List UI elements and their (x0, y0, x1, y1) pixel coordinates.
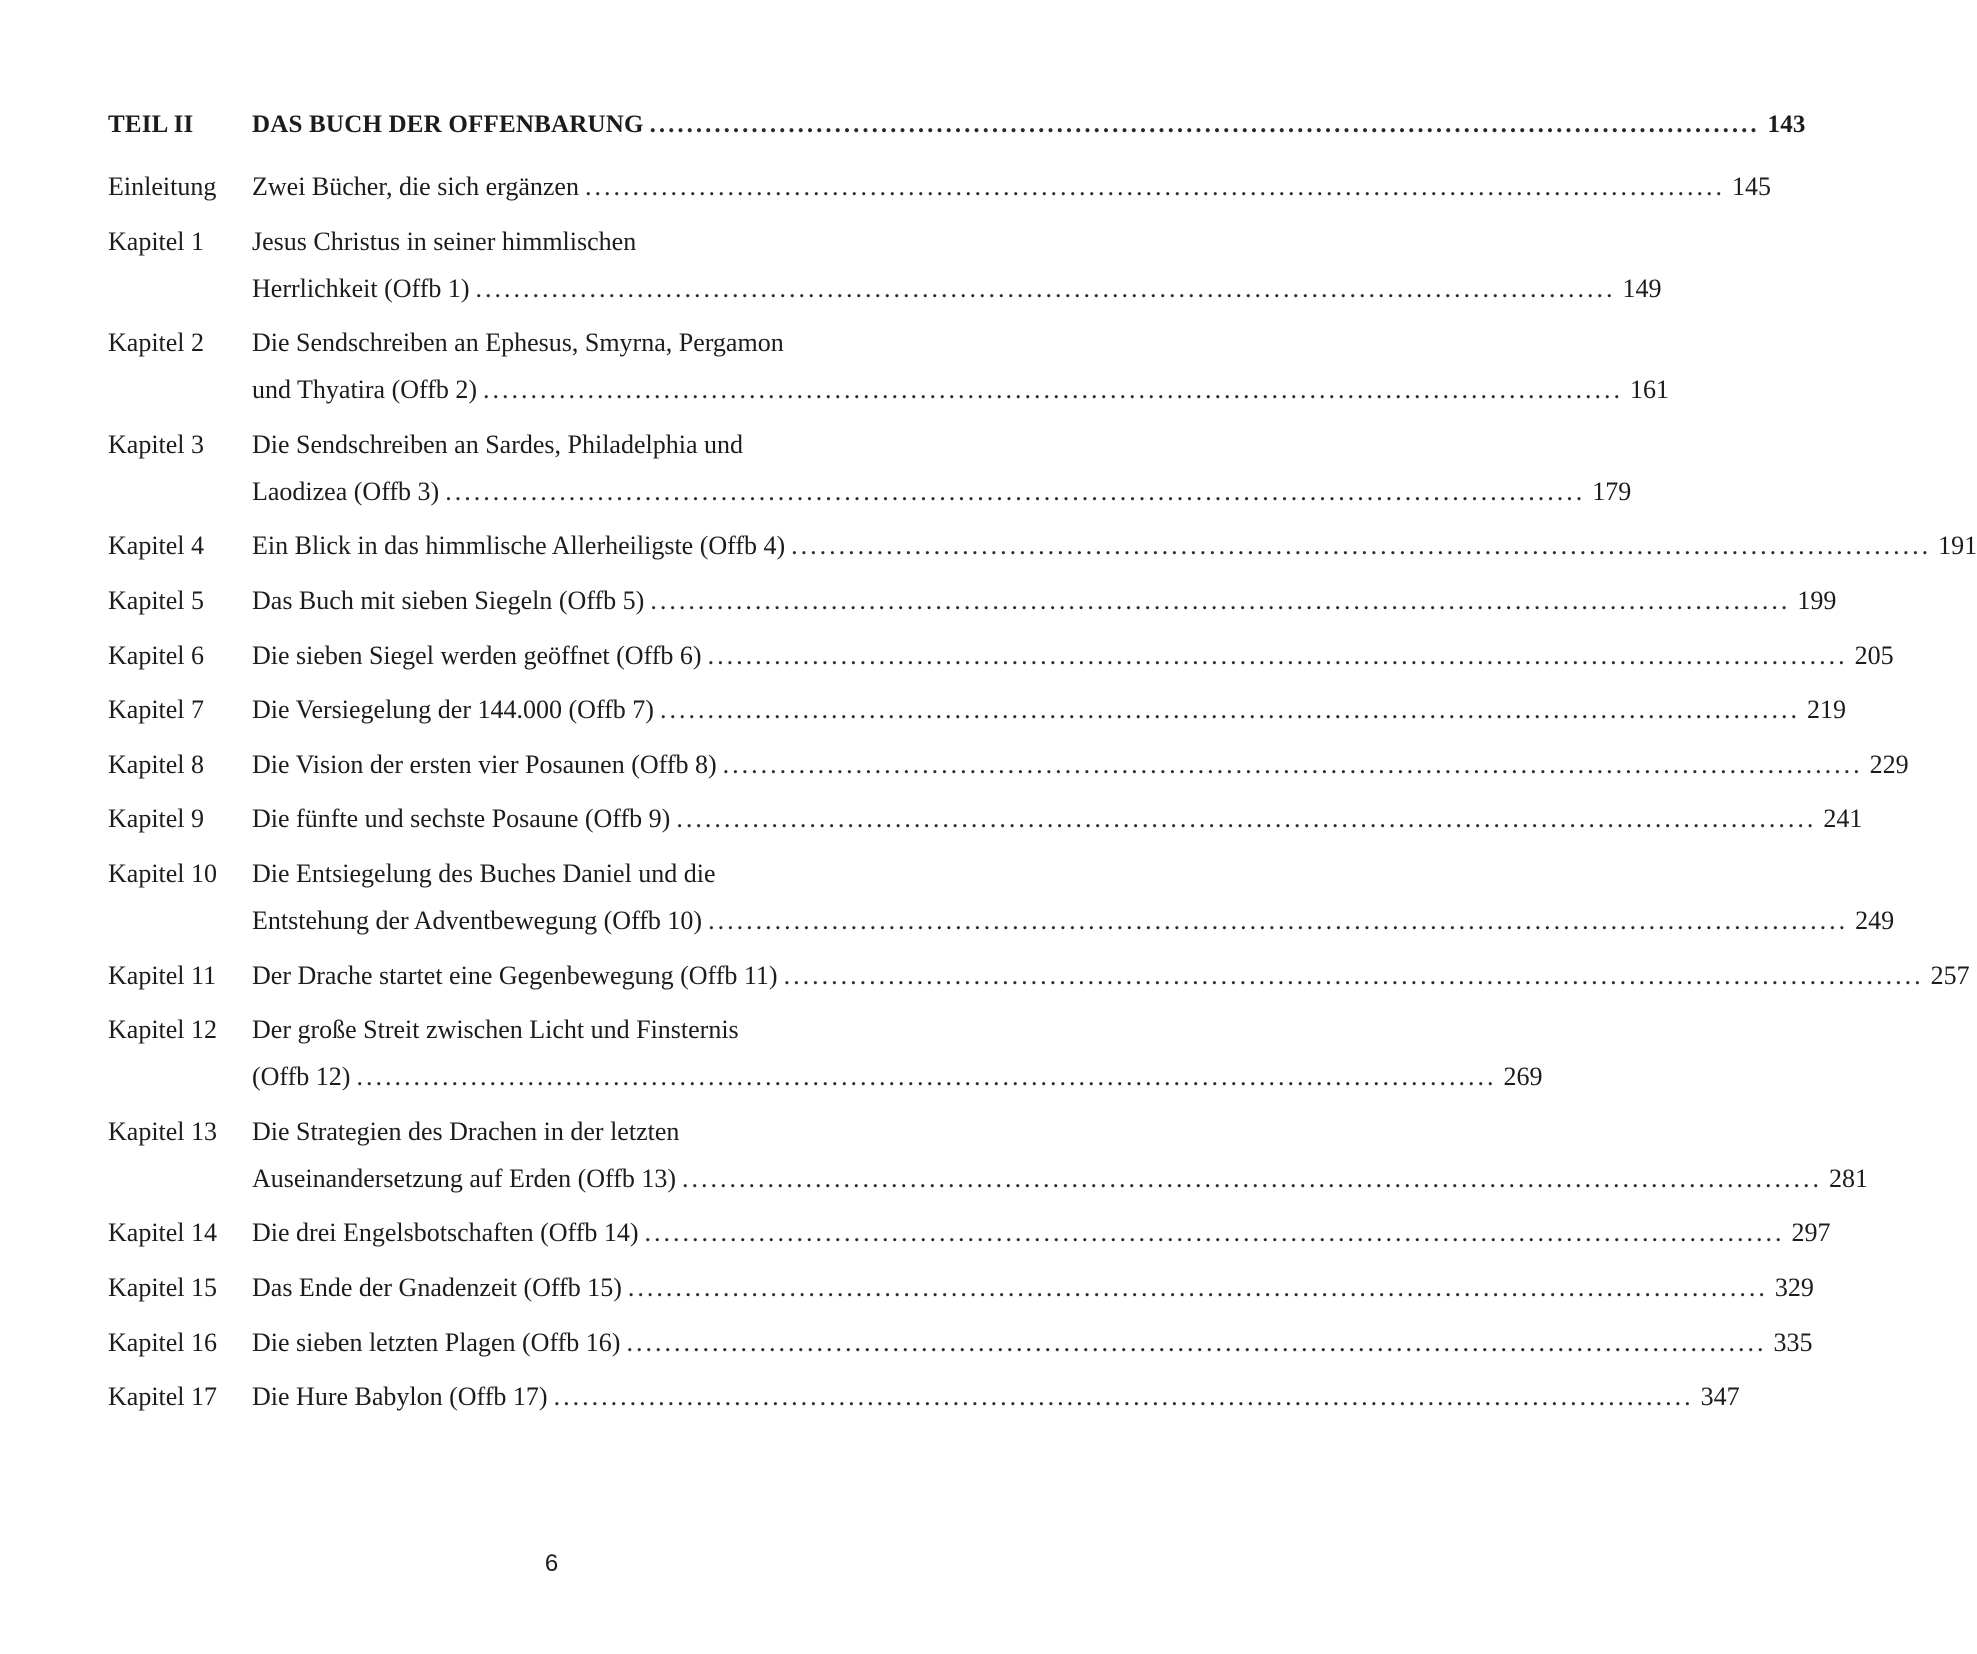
chapter-page-number: 219 (1806, 695, 1846, 725)
dot-leader: ........................................................................................................................ (722, 749, 1863, 779)
chapter-page-number: 199 (1797, 586, 1837, 615)
toc-entry (108, 429, 1632, 506)
chapter-title-line (252, 226, 948, 256)
chapter-title: Die Entsiegelung des Buches Daniel und die (252, 859, 716, 888)
chapter-page-number: 329 (1774, 1273, 1814, 1302)
chapter-label: Kapitel 3 (108, 429, 205, 459)
chapter-title: Das Buch mit sieben Siegeln (Offb 5) (252, 586, 645, 615)
dot-leader: ........................................................................................................................ (791, 531, 1932, 561)
toc-entry (108, 1273, 1814, 1302)
chapter-title-line (252, 330, 948, 356)
chapter-title-line (252, 1273, 1814, 1302)
chapter-title: (Offb 12) (252, 1062, 351, 1092)
dot-leader: ........................................................................................................................ (626, 1327, 1767, 1357)
chapter-title: Die Strategien des Drachen in der letzten (252, 1116, 680, 1146)
toc-entry (108, 695, 1846, 725)
chapter-title-line (252, 861, 948, 887)
part-title: DAS BUCH DER OFFENBARUNG (252, 111, 644, 138)
chapter-title-line (252, 1163, 1869, 1193)
chapter-title-line (252, 273, 1662, 303)
chapter-title-line (252, 749, 1909, 779)
dot-leader: ........................................................................................................................ (707, 640, 1848, 670)
chapter-title-line (252, 1017, 948, 1043)
chapter-title-line (252, 960, 1970, 990)
part-label: TEIL II (108, 111, 194, 138)
toc-entry (108, 1327, 1813, 1357)
chapter-label: Kapitel 7 (108, 695, 205, 725)
chapter-title: Herrlichkeit (Offb 1) (252, 273, 470, 303)
dot-leader: ........................................................................................................................ (682, 1163, 1823, 1193)
dot-leader: ........................................................................................................................ (483, 375, 1624, 405)
part-page-number: 143 (1767, 111, 1806, 138)
chapter-title: und Thyatira (Offb 2) (252, 375, 478, 405)
chapter-page-number: 149 (1622, 273, 1662, 303)
chapter-page-number: 161 (1630, 375, 1670, 405)
chapter-title: Die Vision der ersten vier Posaunen (Offb 8) (252, 749, 717, 779)
toc-entry (108, 226, 1662, 303)
chapter-page-number: 229 (1869, 749, 1909, 779)
dot-leader: ........................................................................................................................ (659, 695, 1800, 725)
chapter-page-number: 179 (1592, 476, 1632, 506)
dot-leader: ........................................................................................................................ (584, 172, 1725, 201)
toc-entry (108, 172, 1771, 201)
dot-leader: ........................................................................................................................ (783, 960, 1924, 990)
chapter-label: Kapitel 2 (108, 328, 205, 358)
chapter-title-line (252, 531, 1977, 561)
chapter-label: Kapitel 1 (108, 226, 205, 256)
chapter-title-line (252, 429, 948, 459)
chapter-title-line (252, 586, 1837, 615)
chapter-label: Kapitel 4 (108, 531, 205, 561)
chapter-title: Das Ende der Gnadenzeit (Offb 15) (252, 1273, 622, 1302)
toc-entry (108, 1382, 1740, 1412)
chapter-label: Einleitung (108, 172, 217, 201)
chapter-label: Kapitel 5 (108, 586, 205, 615)
chapter-title: Die fünfte und sechste Posaune (Offb 9) (252, 804, 671, 834)
part-title-line (252, 111, 1806, 138)
chapter-label: Kapitel 6 (108, 640, 205, 670)
chapter-title: Laodizea (Offb 3) (252, 476, 440, 506)
chapter-title: Die Sendschreiben an Ephesus, Smyrna, Pergamon (252, 328, 784, 358)
toc-entry (108, 859, 1895, 935)
chapter-page-number: 205 (1854, 640, 1894, 670)
dot-leader: ........................................................................................................................ (650, 586, 1791, 615)
page-number: 6 (544, 1550, 559, 1577)
toc-entry (108, 328, 1670, 405)
chapter-title: Der Drache startet eine Gegenbewegung (Offb 11) (252, 960, 778, 990)
chapter-label: Kapitel 9 (108, 804, 205, 834)
dot-leader: ........................................................................................................................ (356, 1062, 1497, 1092)
dot-leader: ........................................................................................................................ (445, 476, 1586, 506)
chapter-title-line (252, 695, 1846, 725)
chapter-title: Die sieben Siegel werden geöffnet (Offb 6) (252, 640, 702, 670)
chapter-page-number: 269 (1503, 1062, 1543, 1092)
chapter-title-line (252, 1116, 948, 1146)
chapter-page-number: 145 (1731, 172, 1771, 201)
chapter-title: Die Hure Babylon (Offb 17) (252, 1382, 548, 1412)
chapter-title: Die Versiegelung der 144.000 (Offb 7) (252, 695, 654, 725)
chapter-page-number: 335 (1773, 1327, 1813, 1357)
chapter-title: Die Sendschreiben an Sardes, Philadelphia und (252, 429, 743, 459)
toc-entry (108, 586, 1837, 615)
chapter-title: Auseinandersetzung auf Erden (Offb 13) (252, 1163, 677, 1193)
toc-entry (108, 640, 1894, 670)
dot-leader: ........................................................................................................................ (649, 111, 1760, 138)
chapter-title-line (252, 1382, 1740, 1412)
dot-leader: ........................................................................................................................ (644, 1218, 1785, 1248)
dot-leader: ........................................................................................................................ (708, 906, 1849, 935)
chapter-page-number: 191 (1938, 531, 1977, 561)
chapter-label: Kapitel 17 (108, 1382, 218, 1412)
chapter-title: Der große Streit zwischen Licht und Finsternis (252, 1015, 739, 1045)
chapter-title-line (252, 1062, 1543, 1092)
toc-entry (108, 1116, 1869, 1193)
chapter-title-line (252, 172, 1771, 201)
chapter-title-line (252, 1327, 1813, 1357)
chapter-label: Kapitel 13 (108, 1116, 218, 1146)
chapter-page-number: 297 (1791, 1218, 1831, 1248)
dot-leader: ........................................................................................................................ (475, 273, 1616, 303)
chapter-title: Ein Blick in das himmlische Allerheiligste (Offb 4) (252, 531, 786, 561)
toc-part-heading (108, 111, 1806, 142)
chapter-title: Die drei Engelsbotschaften (Offb 14) (252, 1218, 639, 1248)
chapter-label: Kapitel 10 (108, 859, 218, 888)
chapter-title-line (252, 906, 1895, 935)
chapter-label: Kapitel 16 (108, 1327, 218, 1357)
toc-entry (108, 531, 1977, 561)
chapter-title-line (252, 640, 1894, 670)
toc-entry (108, 960, 1970, 990)
chapter-page-number: 281 (1829, 1163, 1869, 1193)
dot-leader: ........................................................................................................................ (553, 1382, 1694, 1412)
toc-entry (108, 804, 1863, 834)
chapter-title-line (252, 804, 1863, 834)
chapter-label: Kapitel 15 (108, 1273, 218, 1302)
chapter-title-line (252, 1218, 1831, 1248)
dot-leader: ........................................................................................................................ (676, 804, 1817, 834)
chapter-title: Die sieben letzten Plagen (Offb 16) (252, 1327, 621, 1357)
chapter-label: Kapitel 11 (108, 960, 217, 990)
toc-entry (108, 749, 1909, 779)
chapter-label: Kapitel 12 (108, 1015, 218, 1045)
chapter-title-line (252, 476, 1632, 506)
chapter-page-number: 241 (1823, 804, 1863, 834)
chapter-title: Jesus Christus in seiner himmlischen (252, 226, 637, 256)
chapter-page-number: 347 (1700, 1382, 1740, 1412)
chapter-title: Entstehung der Adventbewegung (Offb 10) (252, 906, 703, 935)
chapter-label: Kapitel 14 (108, 1218, 218, 1248)
chapter-title-line (252, 375, 1670, 405)
chapter-title: Zwei Bücher, die sich ergänzen (252, 172, 579, 201)
chapter-label: Kapitel 8 (108, 749, 205, 779)
toc-entry (108, 1015, 1543, 1092)
chapter-page-number: 249 (1855, 906, 1895, 935)
dot-leader: ........................................................................................................................ (627, 1273, 1768, 1302)
toc-entry (108, 1218, 1831, 1248)
chapter-page-number: 257 (1930, 960, 1970, 990)
